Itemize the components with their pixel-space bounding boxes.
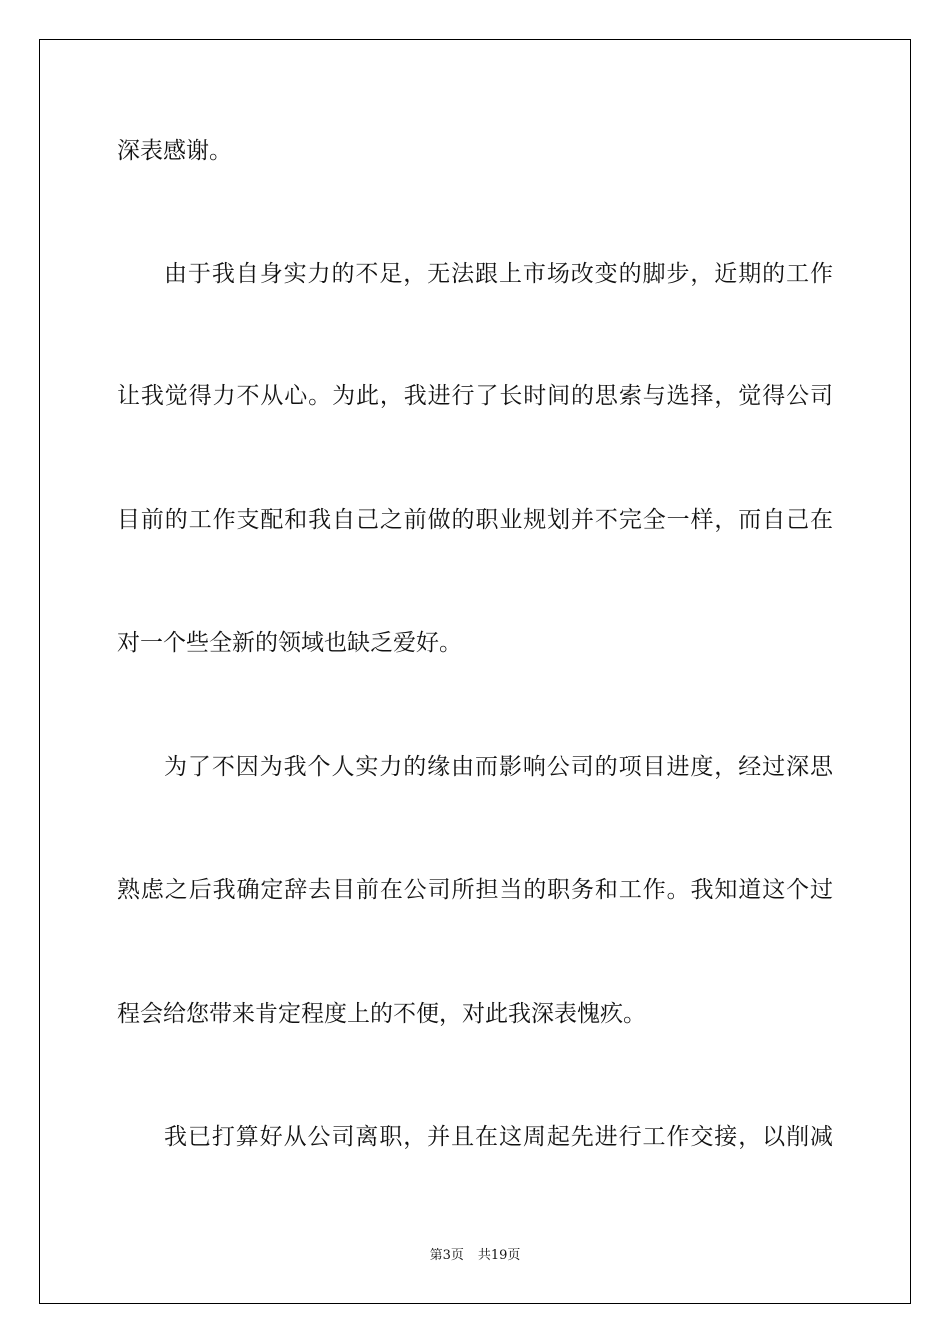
page-border [39, 39, 911, 1304]
paragraph-first-line: 由于我自身实力的不足，无法跟上市场改变的脚步，近期的工作 [164, 261, 833, 287]
page-footer [0, 1247, 950, 1265]
current-page-number: 第3页 [429, 1248, 464, 1263]
body-line: 让我觉得力不从心。为此，我进行了长时间的思索与选择，觉得公司 [117, 383, 833, 409]
body-line: 目前的工作支配和我自己之前做的职业规划并不完全一样，而自己在 [117, 507, 833, 533]
body-line: 程会给您带来肯定程度上的不便，对此我深表愧疚。 [117, 1001, 646, 1027]
paragraph-first-line: 为了不因为我个人实力的缘由而影响公司的项目进度，经过深思 [164, 754, 833, 780]
total-pages: 共19页 [477, 1248, 521, 1263]
body-line: 熟虑之后我确定辞去目前在公司所担当的职务和工作。我知道这个过 [117, 877, 833, 903]
body-line: 对一个些全新的领域也缺乏爱好。 [117, 630, 462, 656]
paragraph-first-line: 我已打算好从公司离职，并且在这周起先进行工作交接，以削减 [164, 1124, 833, 1150]
body-line: 深表感谢。 [117, 138, 232, 164]
